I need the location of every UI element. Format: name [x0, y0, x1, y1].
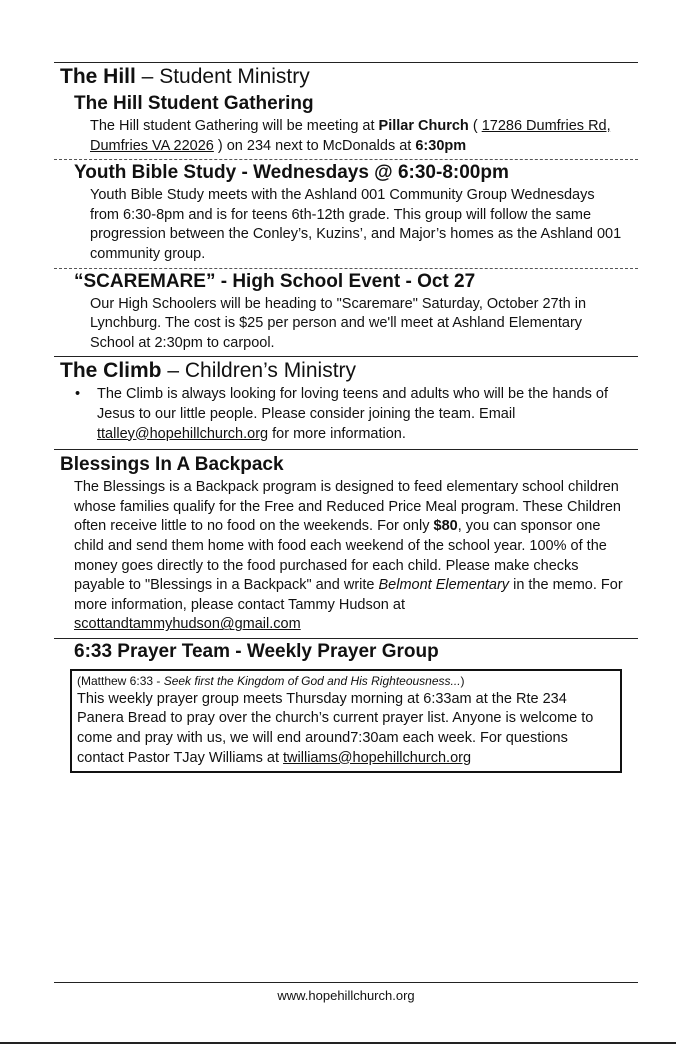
gathering-place: Pillar Church: [378, 118, 469, 134]
prayer-email-link[interactable]: twilliams@hopehillchurch.org: [283, 749, 472, 766]
bulletin-page: [54, 62, 638, 773]
page-bottom-rule: [0, 1042, 676, 1044]
backpack-amount: $80: [433, 518, 458, 535]
prayer-text: This weekly prayer group meets Thursday morning at 6:33am at the Rte 234 Panera Bread to pray over the church’s current prayer list. Anyone is welcome to come and pray with us, we will end around7:30am each week. For questions contact Pastor TJay Williams at twilliams@hopehillchurch.org: [77, 690, 594, 766]
climb-list: [54, 385, 638, 444]
gathering-heading: The Hill Student Gathering: [74, 93, 314, 114]
gathering-address-link[interactable]: 17286 Dumfries Rd, Dumfries VA 22026: [90, 118, 611, 154]
section-rule: [54, 449, 638, 450]
climb-email-link[interactable]: ttalley@hopehillchurch.org: [97, 425, 269, 442]
scaremare-heading: “SCAREMARE” - High School Event - Oct 27: [74, 270, 476, 292]
prayer-verse: (Matthew 6:33 - Seek first the Kingdom of God and His Righteousness...): [77, 673, 465, 688]
backpack-text: The Blessings is a Backpack program is designed to feed elementary school children whose families qualify for the Free and Reduced Price Meal program. These Children often receive little to no food on the weekends. For only $80, you can sponsor one child and send them home with food each weekend of the school year. 100% of the money goes directly to the food purchased for each child. Please make checks payable to "Blessings in a Backpack" and write Belmont Elementary in the memo. For more information, please contact Tammy Hudson at scottandtammyhudson@gmail.com: [74, 479, 623, 633]
gathering-text: The Hill student Gathering will be meeting at Pillar Church ( 17286 Dumfries Rd, Dumfries VA 22026 ) on 234 next to McDonalds at 6:30pm: [90, 118, 611, 154]
footer: [54, 982, 638, 1005]
bible-study-heading: Youth Bible Study - Wednesdays @ 6:30-8:00pm: [74, 162, 509, 184]
hill-title-rest: – Student Ministry: [135, 65, 310, 88]
list-item: • The Climb is always looking for loving teens and adults who will be the hands of Jesus to our little people. Please consider joining the team. Email ttalley@hopehillchurch.org for more information.: [75, 386, 608, 442]
hill-section-title: [54, 63, 638, 91]
bible-study-text: Youth Bible Study meets with the Ashland 001 Community Group Wednesdays from 6:30-8pm and is for teens 6th-12th grade. This group will follow the same progression between the Conley’s, Kuzins’, and Major’s homes as the Ashland 001 community group.: [90, 187, 622, 262]
climb-section-title: [54, 357, 638, 385]
hill-title-bold: The Hill: [60, 65, 136, 88]
gathering-time: 6:30pm: [415, 137, 467, 154]
scaremare-text: Our High Schoolers will be heading to "Scaremare" Saturday, October 27th in Lynchburg. The cost is $25 per person and we'll meet at Ashland Elementary School at 2:30pm to carpool.: [90, 295, 587, 351]
bullet-icon: •: [75, 386, 81, 403]
climb-title-bold: The Climb: [60, 359, 162, 383]
footer-url[interactable]: www.hopehillchurch.org: [277, 988, 415, 1003]
prayer-box: [70, 669, 622, 773]
climb-title-rest: – Children’s Ministry: [161, 359, 357, 383]
backpack-email-link[interactable]: scottandtammyhudson@gmail.com: [74, 616, 301, 633]
backpack-school: Belmont Elementary: [378, 577, 510, 594]
prayer-heading: 6:33 Prayer Team - Weekly Prayer Group: [74, 640, 439, 662]
backpack-heading: Blessings In A Backpack: [60, 454, 284, 476]
